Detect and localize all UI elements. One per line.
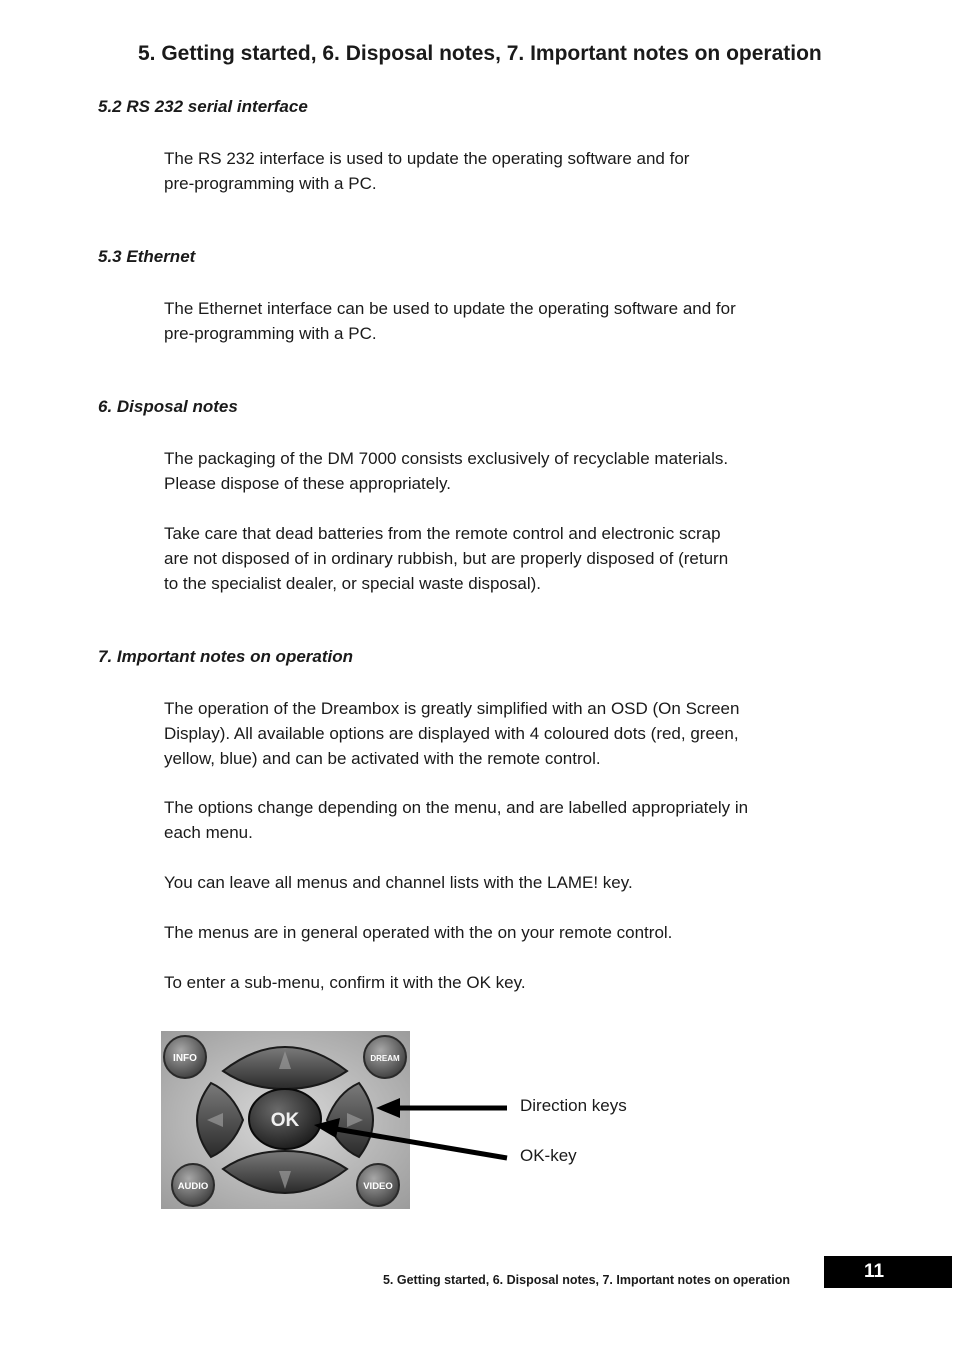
paragraph-operation-options: The options change depending on the menu, and are labelled appropriately in each menu. — [164, 798, 749, 842]
page-number: 11 — [824, 1256, 952, 1288]
paragraph-disposal-batteries: Take care that dead batteries from the remote control and electronic scrap are not disposed of in ordinary rubbish, but are properly disposed of (return to the specialist dealer, or special waste disposal). — [164, 524, 729, 593]
paragraph-operation-menus: The menus are in general operated with the on your remote control. — [164, 923, 673, 942]
section-heading-operation: 7. Important notes on operation — [98, 647, 354, 666]
section-heading-disposal: 6. Disposal notes — [98, 397, 238, 416]
dream-button-label: DREAM — [370, 1054, 400, 1063]
paragraph-operation-osd: The operation of the Dreambox is greatly simplified with an OSD (On Screen Display). All available options are displayed with 4 coloured dots (red, green, yellow, blue) and can be activated with the remote control. — [164, 699, 740, 768]
paragraph-operation-leave: You can leave all menus and channel lists with the LAME! key. — [164, 873, 633, 892]
callout-arrows — [300, 1090, 515, 1170]
callout-direction-keys: Direction keys — [520, 1096, 627, 1115]
section-heading-ethernet: 5.3 Ethernet — [98, 247, 196, 266]
footer-title: 5. Getting started, 6. Disposal notes, 7. Important notes on operation — [382, 1273, 790, 1287]
page-title: 5. Getting started, 6. Disposal notes, 7. Important notes on operation — [138, 42, 822, 65]
audio-button-label: AUDIO — [177, 1181, 209, 1192]
paragraph-operation-submenu: To enter a sub-menu, confirm it with the OK key. — [164, 973, 526, 992]
ok-key-label: OK — [270, 1110, 300, 1131]
paragraph-ethernet: The Ethernet interface can be used to update the operating software and for pre-programming with a PC. — [164, 299, 736, 343]
info-button-label: INFO — [173, 1053, 197, 1064]
callout-ok-key: OK-key — [520, 1146, 577, 1165]
video-button-label: VIDEO — [363, 1181, 393, 1192]
paragraph-rs232: The RS 232 interface is used to update the operating software and for pre-programming with a PC. — [164, 149, 690, 193]
paragraph-disposal-packaging: The packaging of the DM 7000 consists exclusively of recyclable materials. Please dispose of these appropriately. — [164, 449, 729, 493]
section-heading-rs232: 5.2 RS 232 serial interface — [98, 97, 308, 116]
